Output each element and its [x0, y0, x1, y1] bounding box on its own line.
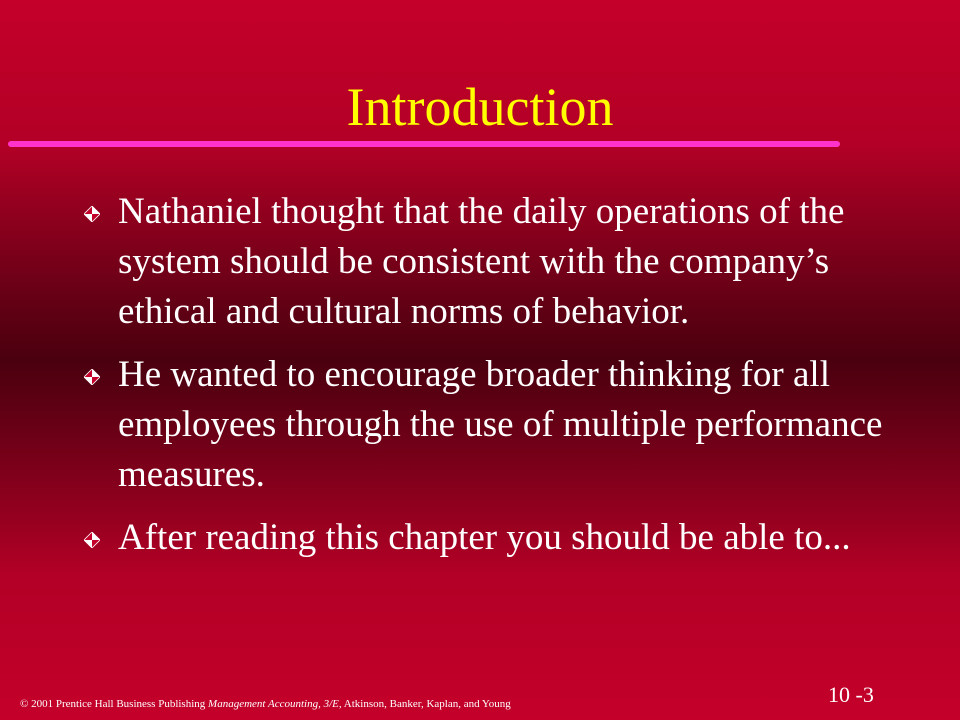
- bullet-list: [84, 187, 884, 576]
- bullet-item-1: [84, 187, 884, 337]
- bullet-text-2: He wanted to encourage broader thinking for all employees through the use of multiple performance measures.: [118, 354, 883, 495]
- title-divider: [8, 141, 840, 147]
- page-number: 10 -3: [828, 682, 874, 707]
- diamond-bullet-icon: [84, 532, 100, 548]
- diamond-bullet-icon: [84, 369, 100, 385]
- bullet-text-3: After reading this chapter you should be able to...: [118, 517, 851, 558]
- slide-title: Introduction: [346, 77, 614, 137]
- bullet-item-3: [84, 513, 884, 563]
- footer-copyright: © 2001 Prentice Hall Business Publishing: [20, 698, 209, 710]
- footer-citation: [20, 697, 511, 711]
- bullet-text-1: Nathaniel thought that the daily operations of the system should be consistent with the company’s ethical and cultural norms of behavior.: [118, 191, 845, 332]
- footer-book-title: Management Accounting, 3/E: [208, 698, 339, 710]
- bullet-item-2: [84, 350, 884, 500]
- footer-authors: , Atkinson, Banker, Kaplan, and Young: [338, 698, 511, 710]
- diamond-bullet-icon: [84, 206, 100, 222]
